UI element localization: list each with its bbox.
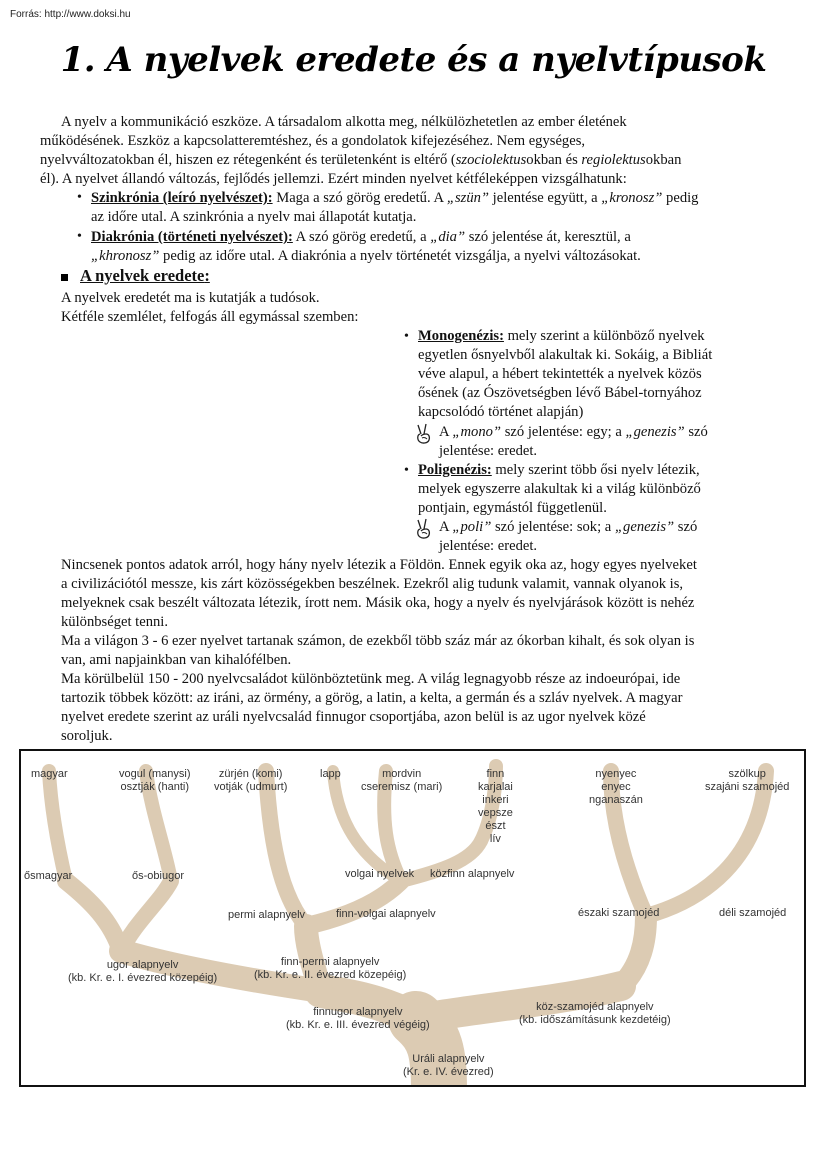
bullet-dot-icon: •	[404, 329, 409, 344]
tree-label-osobiugor: ős-obiugor	[132, 870, 184, 882]
square-bullet-icon	[61, 274, 68, 281]
bullet-dot-icon: •	[77, 190, 82, 205]
tree-branch	[621, 916, 646, 986]
monogenezis-line-5: kapcsolódó történet alapján)	[418, 404, 584, 420]
monogenezis-line-4: ősének (az Ószövetségben lévő Bábel-tornyához	[418, 385, 702, 401]
intro-line-1: A nyelv a kommunikáció eszköze. A társadalom alkotta meg, nélkülözhetetlen az ember életének	[61, 114, 627, 130]
body-line-4: különbséget tenni.	[61, 614, 169, 630]
bullet-dot-icon: •	[404, 463, 409, 478]
mono-note-line-2: jelentése: eredet.	[439, 443, 538, 459]
tree-label-zurjen: zürjén (komi) votják (udmurt)	[214, 768, 288, 793]
intro-line-3: nyelvváltozatokban él, hiszen ez rétegenként és területenként is eltérő (szociolektusokban és regiolektusokban	[40, 152, 682, 168]
monogenezis-term: Monogenézis:	[418, 328, 504, 344]
body-line-10: soroljuk.	[61, 728, 113, 744]
origin-line-1: A nyelvek eredetét ma is kutatják a tudósok.	[61, 290, 320, 306]
body-line-7: Ma körülbelül 150 - 200 nyelvcsaládot különböztetünk meg. A világ legnagyobb része az indoeurópai, ide	[61, 671, 681, 687]
monogenezis-line-3: véve alapul, a hébert tekintették a nyelvek közös	[418, 366, 702, 382]
poligenezis-term: Poligenézis:	[418, 462, 492, 478]
victory-hand-icon	[412, 517, 436, 541]
body-line-2: a civilizációtól messze, kis zárt közösségekben beszélnek. Ezekről alig tudunk valamit, vannak olyanok is,	[61, 576, 684, 592]
tree-label-ugor: ugor alapnyelv (kb. Kr. e. I. évezred közepéig)	[68, 959, 218, 984]
tree-label-vogul: vogul (manysi) osztják (hanti)	[119, 768, 191, 793]
tree-label-kozfinn: közfinn alapnyelv	[430, 868, 515, 880]
poligenezis-line-1: Poligenézis: mely szerint több ősi nyelv létezik,	[418, 462, 700, 478]
poligenezis-line-2: melyek egyszerre alakultak ki a világ különböző	[418, 481, 701, 497]
tree-label-finn: finn karjalai inkeri vepsze észt lív	[478, 768, 513, 845]
body-line-5: Ma a világon 3 - 6 ezer nyelvet tartanak számon, de ezekből több száz már az ókorban kihalt, és sok olyan is	[61, 633, 695, 649]
tree-label-lapp: lapp	[320, 768, 341, 780]
tree-branch	[66, 881, 121, 951]
body-line-3: melyeknek csak beszélt változata létezik, írott nem. Másik oka, hogy a nyelv és nyelvjárások között is nehéz	[61, 595, 695, 611]
source-note: Forrás: http://www.doksi.hu	[10, 9, 131, 20]
victory-hand-icon	[412, 422, 436, 446]
tree-label-magyar: magyar	[31, 768, 68, 780]
tree-label-nyenyec: nyenyec enyec nganaszán	[589, 768, 643, 806]
tree-label-volgai: volgai nyelvek	[345, 868, 415, 880]
body-line-1: Nincsenek pontos adatok arról, hogy hány nyelv létezik a Földön. Ennek egyik oka az, hogy egyes nyelveket	[61, 557, 697, 573]
tree-label-finnvolgai: finn-volgai alapnyelv	[336, 908, 436, 920]
tree-label-permi: permi alapnyelv	[228, 909, 306, 921]
body-line-8: tartozik többek között: az iráni, az örmény, a görög, a latin, a kelta, a germán és a szláv nyelvek. A magyar	[61, 690, 683, 706]
tree-label-finnpermi: finn-permi alapnyelv (kb. Kr. e. II. évezred közepéig)	[254, 956, 407, 981]
section-heading: A nyelvek eredete:	[80, 266, 210, 285]
szinkronia-term: Szinkrónia (leíró nyelvészet):	[91, 190, 273, 206]
poli-note-line-2: jelentése: eredet.	[439, 538, 538, 554]
diakronia-line-1: Diakrónia (történeti nyelvészet): A szó görög eredetű, a „dia” szó jelentése át, keresztül, a	[91, 229, 631, 245]
tree-label-osmagyar: ősmagyar	[24, 870, 73, 882]
tree-label-kozszam: köz-szamojéd alapnyelv (kb. időszámításunk kezdetéig)	[519, 1001, 671, 1026]
intro-line-2: működésének. Eszköz a kapcsolatteremtéshez, és a gondolatok kifejezéséhez. Nem egységes,	[40, 133, 586, 149]
tree-branch	[266, 771, 306, 926]
tree-label-finnugor: finnugor alapnyelv (kb. Kr. e. III. évezred végéig)	[286, 1006, 430, 1031]
poli-note-line-1: A „poli” szó jelentése: sok; a „genezis” szó	[439, 519, 698, 535]
szinkronia-line-2: az időre utal. A szinkrónia a nyelv mai állapotát kutatja.	[91, 209, 417, 225]
tree-branch	[121, 881, 171, 951]
language-tree-figure	[19, 749, 806, 1087]
monogenezis-line-2: egyetlen ősnyelvből alakultak ki. Sokáig, a Bibliát	[418, 347, 713, 363]
tree-label-eszakiszam: északi szamojéd	[578, 907, 660, 919]
intro-line-4: él). A nyelvet állandó változás, fejlődés jellemzi. Ezért minden nyelvet kétféleképpen vizsgálhatunk:	[40, 171, 627, 187]
origin-line-2: Kétféle szemlélet, felfogás áll egymással szemben:	[61, 309, 359, 325]
tree-label-deliszam: déli szamojéd	[719, 907, 787, 919]
szinkronia-line-1: Szinkrónia (leíró nyelvészet): Maga a szó görög eredetű. A „szün” jelentése együtt, a „kronosz” pedig	[91, 190, 699, 206]
monogenezis-line-1: Monogenézis: mely szerint a különböző nyelvek	[418, 328, 705, 344]
tree-label-urali: Uráli alapnyelv (Kr. e. IV. évezred)	[403, 1053, 494, 1078]
bullet-dot-icon: •	[77, 229, 82, 244]
mono-note-line-1: A „mono” szó jelentése: egy; a „genezis” szó	[439, 424, 708, 440]
poligenezis-line-3: pontjain, egymástól függetlenül.	[418, 500, 607, 516]
diakronia-line-2: „khronosz” pedig az időre utal. A diakrónia a nyelv történetét vizsgálja, a nyelvi változásokat.	[91, 248, 641, 264]
diakronia-term: Diakrónia (történeti nyelvészet):	[91, 229, 293, 245]
tree-branch	[49, 771, 66, 881]
body-line-6: van, ami napjainkban van kihalófélben.	[61, 652, 292, 668]
tree-label-szolkup: szölkup szajáni szamojéd	[705, 768, 790, 793]
tree-label-mordvin: mordvin cseremisz (mari)	[361, 768, 443, 793]
page-title: 1. A nyelvek eredete és a nyelvtípusok	[60, 40, 767, 80]
body-line-9: nyelvet eredete szerint az uráli nyelvcsalád finnugor csoportjába, azon belül is az ugor nyelvek közé	[61, 709, 646, 725]
